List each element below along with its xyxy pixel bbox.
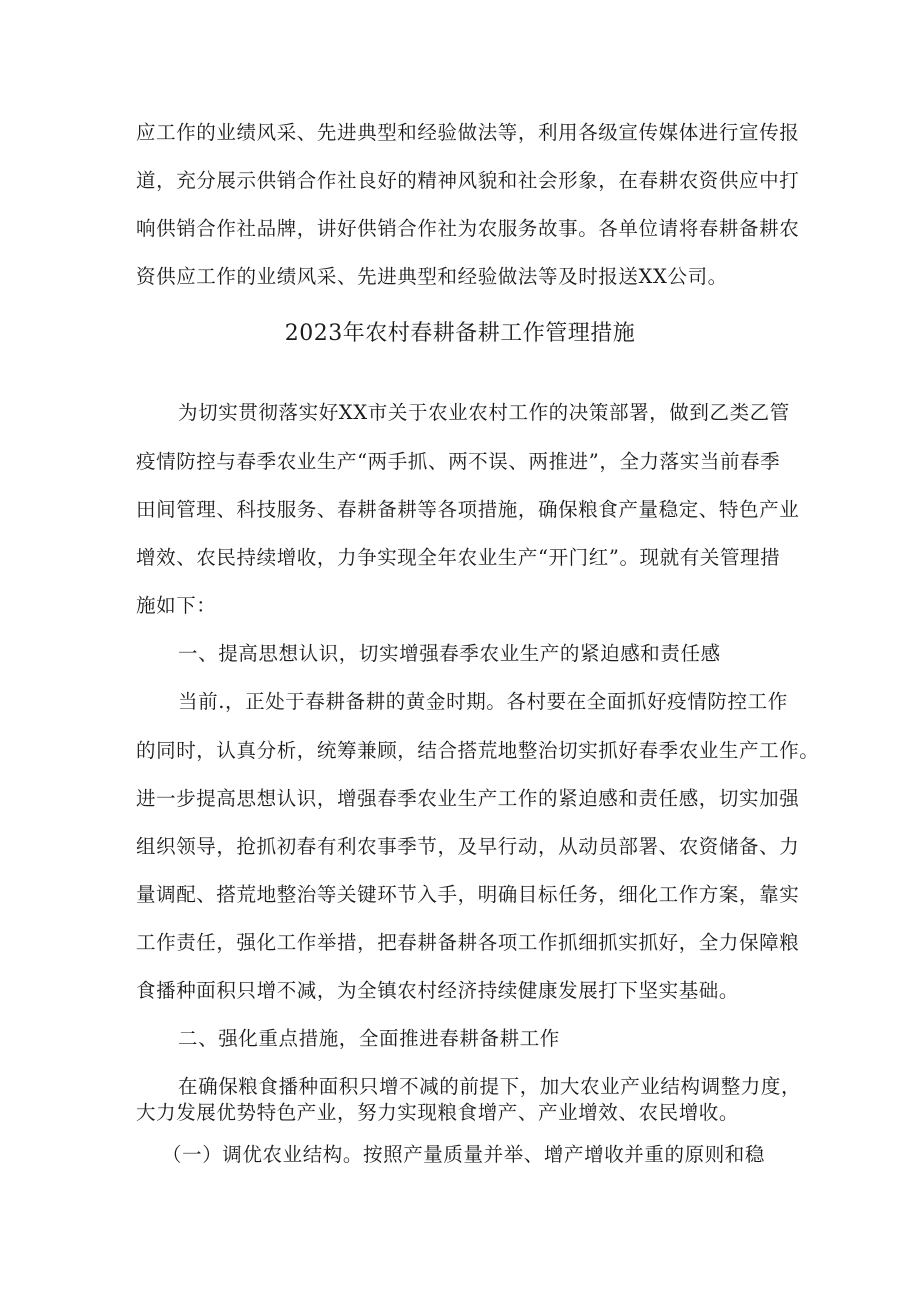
section2-heading: 二、强化重点措施，全面推进春耕备耕工作 (178, 1027, 560, 1050)
section1-line-1: 当前.，正处于春耕备耕的黄金时期。各村要在全面抓好疫情防控工作 (178, 690, 788, 713)
continuation-line-1: 应工作的业绩风采、先进典型和经验做法等，利用各级宣传媒体进行宣传报 (136, 121, 800, 144)
section1-line-6: 工作责任，强化工作举措，把春耕备耕各项工作抓细抓实抓好，全力保障粮 (136, 931, 800, 954)
intro-line-4: 增效、农民持续增收，力争实现全年农业生产“开门红”。现就有关管理措 (136, 546, 781, 569)
intro-line-3: 田间管理、科技服务、春耕备耕等各项措施，确保粮食产量稳定、特色产业 (136, 498, 800, 521)
subsection1-line: （一）调优农业结构。按照产量质量并举、增产增收并重的原则和稳 (162, 1143, 766, 1166)
section1-line-3: 进一步提高思想认识，增强春季农业生产工作的紧迫感和责任感，切实加强 (136, 787, 800, 810)
section2-line-2: 大力发展优势特色产业，努力实现粮食增产、产业增效、农民增收。 (136, 1101, 740, 1124)
section2-line-1: 在确保粮食播种面积只增不减的前提下，加大农业产业结构调整力度， (178, 1075, 802, 1098)
intro-line-2: 疫情防控与春季农业生产“两手抓、两不误、两推进”，全力落实当前春季 (136, 450, 781, 473)
continuation-line-4: 资供应工作的业绩风采、先进典型和经验做法等及时报送XX公司。 (136, 265, 728, 288)
section1-line-4: 组织领导，抢抓初春有利农事季节，及早行动，从动员部署、农资储备、力 (136, 835, 800, 858)
intro-line-5: 施如下： (136, 594, 217, 617)
document-title: 2023年农村春耕备耕工作管理措施 (284, 321, 636, 346)
continuation-line-2: 道，充分展示供销合作社良好的精神风貌和社会形象，在春耕农资供应中打 (136, 169, 800, 192)
section1-line-2: 的同时，认真分析，统筹兼顾，结合搭荒地整治切实抓好春季农业生产工作。 (136, 739, 820, 762)
section1-line-5: 量调配、搭荒地整治等关键环节入手，明确目标任务，细化工作方案，靠实 (136, 883, 800, 906)
intro-line-1: 为切实贯彻落实好XX市关于农业农村工作的决策部署，做到乙类乙管 (178, 401, 790, 424)
continuation-line-3: 响供销合作社品牌，讲好供销合作社为农服务故事。各单位请将春耕备耕农 (136, 217, 800, 240)
section1-heading: 一、提高思想认识，切实增强春季农业生产的紧迫感和责任感 (178, 642, 721, 665)
section1-line-7: 食播种面积只增不减，为全镇农村经济持续健康发展打下坚实基础。 (136, 979, 740, 1002)
